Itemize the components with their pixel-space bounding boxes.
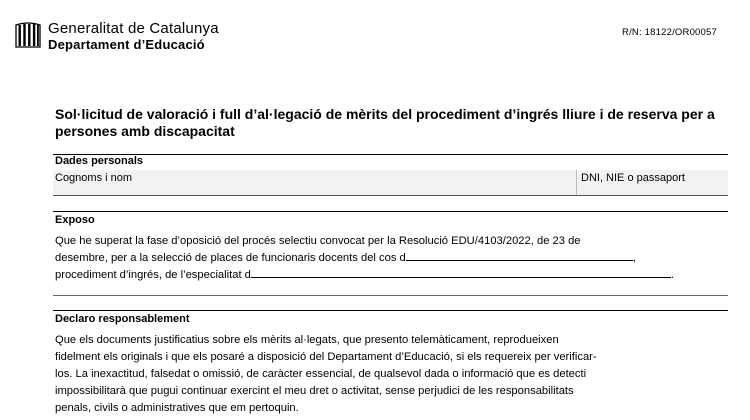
- section-bottom-rule-exposo: [53, 295, 728, 296]
- exposo-line1: Que he superat la fase d’oposició del procés selectiu convocat per la Resolució EDU/4103/2022, de 23 de: [55, 235, 581, 247]
- exposo-line3-text: procediment d’ingrés, de l’especialitat d: [55, 269, 251, 281]
- section-heading-personal-data: Dades personals: [55, 155, 144, 167]
- declaro-paragraph: [55, 332, 727, 417]
- exposo-line2-suffix: ,: [632, 252, 636, 264]
- catalan-flag-pallets-icon: [14, 21, 42, 49]
- exposo-paragraph: [55, 233, 727, 284]
- org-line1: Generalitat de Catalunya: [48, 20, 219, 37]
- reference-number: R/N: 18122/OR00057: [622, 27, 717, 38]
- exposo-line2-text: desembre, per a la selecció de places de funcionaris docents del cos d: [55, 252, 406, 264]
- exposo-line3: [55, 267, 727, 284]
- document-title: Sol·licitud de valoració i full d’al·legació de mèrits del procediment d’ingrés lliure i de reserva per a persones amb discapacitat: [55, 106, 715, 139]
- declaro-line5: penals, civils o administratives que em pertoquin.: [55, 402, 299, 414]
- section-heading-declaro: Declaro responsablement: [55, 313, 190, 325]
- exposo-line2: [55, 250, 727, 267]
- cos-blank-field[interactable]: [406, 250, 633, 261]
- org-line2: Departament d’Educació: [48, 37, 205, 52]
- surname-field-label[interactable]: Cognoms i nom: [55, 172, 133, 184]
- section-rule-exposo: [53, 211, 728, 212]
- declaro-line4: impossibilitarà que pugui continuar exercint el meu dret o activitat, sense perjudici de les responsabilitats: [55, 385, 574, 397]
- especialitat-blank-field[interactable]: [251, 267, 671, 278]
- section-rule-declaro: [53, 310, 728, 311]
- declaro-line2: fidelment els originals i que els posaré a disposició del Departament d’Educació, si els requereix per verificar-: [55, 351, 597, 363]
- personal-data-divider: [576, 170, 577, 195]
- organization-name: [48, 21, 219, 51]
- exposo-line3-suffix: .: [670, 269, 674, 281]
- section-rule-personal-data: [53, 154, 728, 155]
- section-heading-exposo: Exposo: [55, 214, 95, 226]
- id-field-label[interactable]: DNI, NIE o passaport: [581, 172, 685, 184]
- declaro-line3: los. La inexactitud, falsedat o omissió, de caràcter essencial, de qualsevol dada o informació que es detecti: [55, 368, 587, 380]
- declaro-line1: Que els documents justificatius sobre els mèrits al·legats, que presento telemàticament, reprodueixen: [55, 334, 559, 346]
